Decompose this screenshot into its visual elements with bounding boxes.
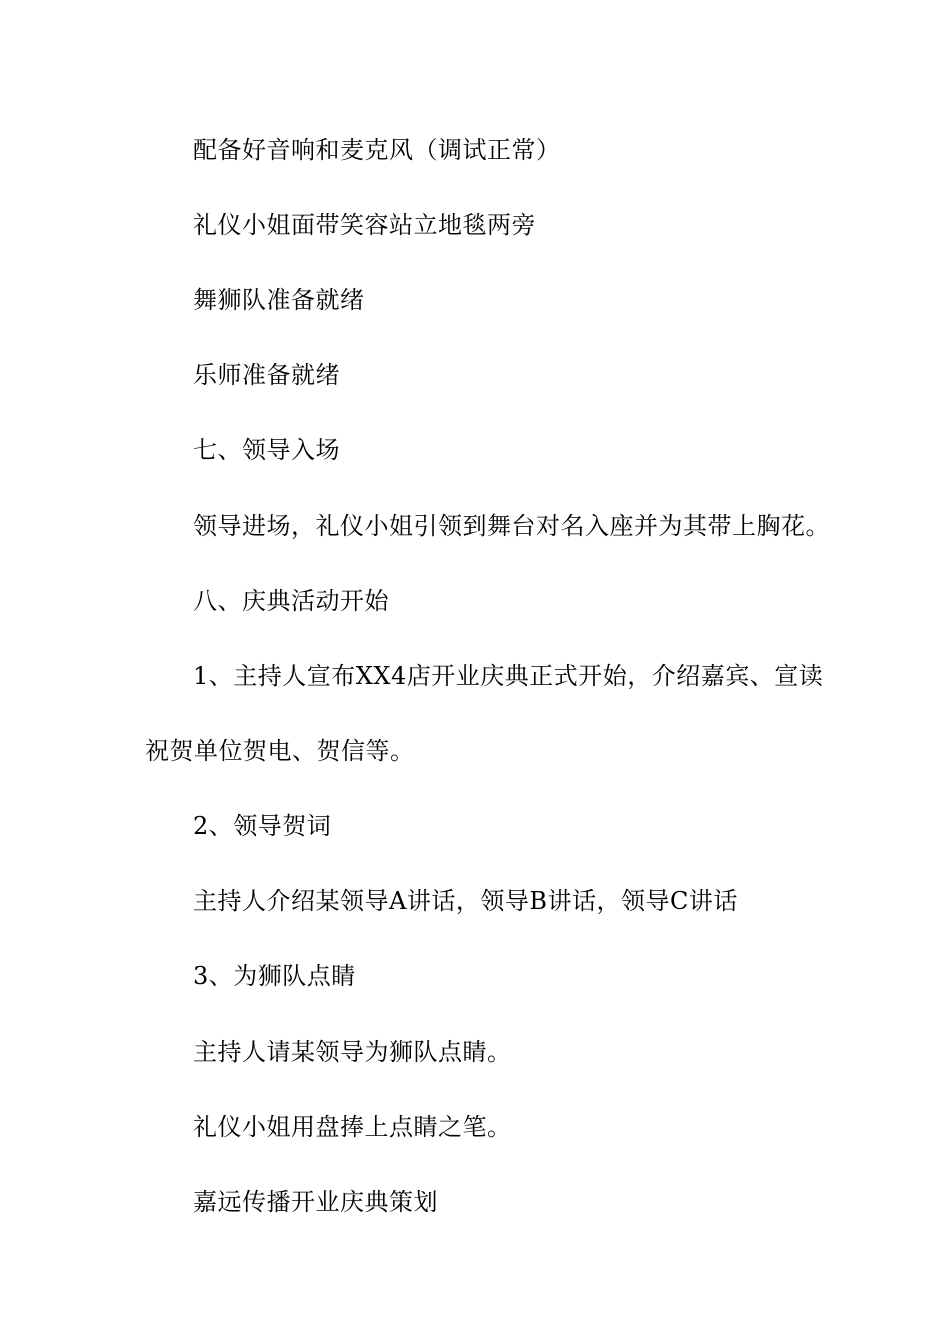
text-line-host-invites: 主持人请某领导为狮队点睛。 xyxy=(193,1038,512,1066)
section-heading-ceremony-start: 八、庆典活动开始 xyxy=(193,587,389,615)
text-line-eye-dotting-heading: 3、为狮队点睛 xyxy=(193,962,356,990)
text-line-audio-setup: 配备好音响和麦克风（调试正常） xyxy=(193,136,561,164)
text-line-musicians-ready: 乐师准备就绪 xyxy=(193,361,340,389)
text-line-etiquette-ladies: 礼仪小姐面带笑容站立地毯两旁 xyxy=(193,211,536,239)
text-line-host-announces: 1、主持人宣布XX4店开业庆典正式开始，介绍嘉宾、宣读 xyxy=(193,662,824,690)
text-line-lion-dance-ready: 舞狮队准备就绪 xyxy=(193,286,365,314)
text-line-host-announces-cont: 祝贺单位贺电、贺信等。 xyxy=(145,737,415,765)
text-line-leaders-seated: 领导进场，礼仪小姐引领到舞台对名入座并为其带上胸花。 xyxy=(193,512,830,540)
text-line-plan-title: 嘉远传播开业庆典策划 xyxy=(193,1188,438,1216)
text-line-brush-presented: 礼仪小姐用盘捧上点睛之笔。 xyxy=(193,1113,512,1141)
text-line-leader-speeches: 主持人介绍某领导A讲话，领导B讲话，领导C讲话 xyxy=(193,887,738,915)
text-line-leader-speech-heading: 2、领导贺词 xyxy=(193,812,332,840)
section-heading-leaders-entry: 七、领导入场 xyxy=(193,436,340,464)
